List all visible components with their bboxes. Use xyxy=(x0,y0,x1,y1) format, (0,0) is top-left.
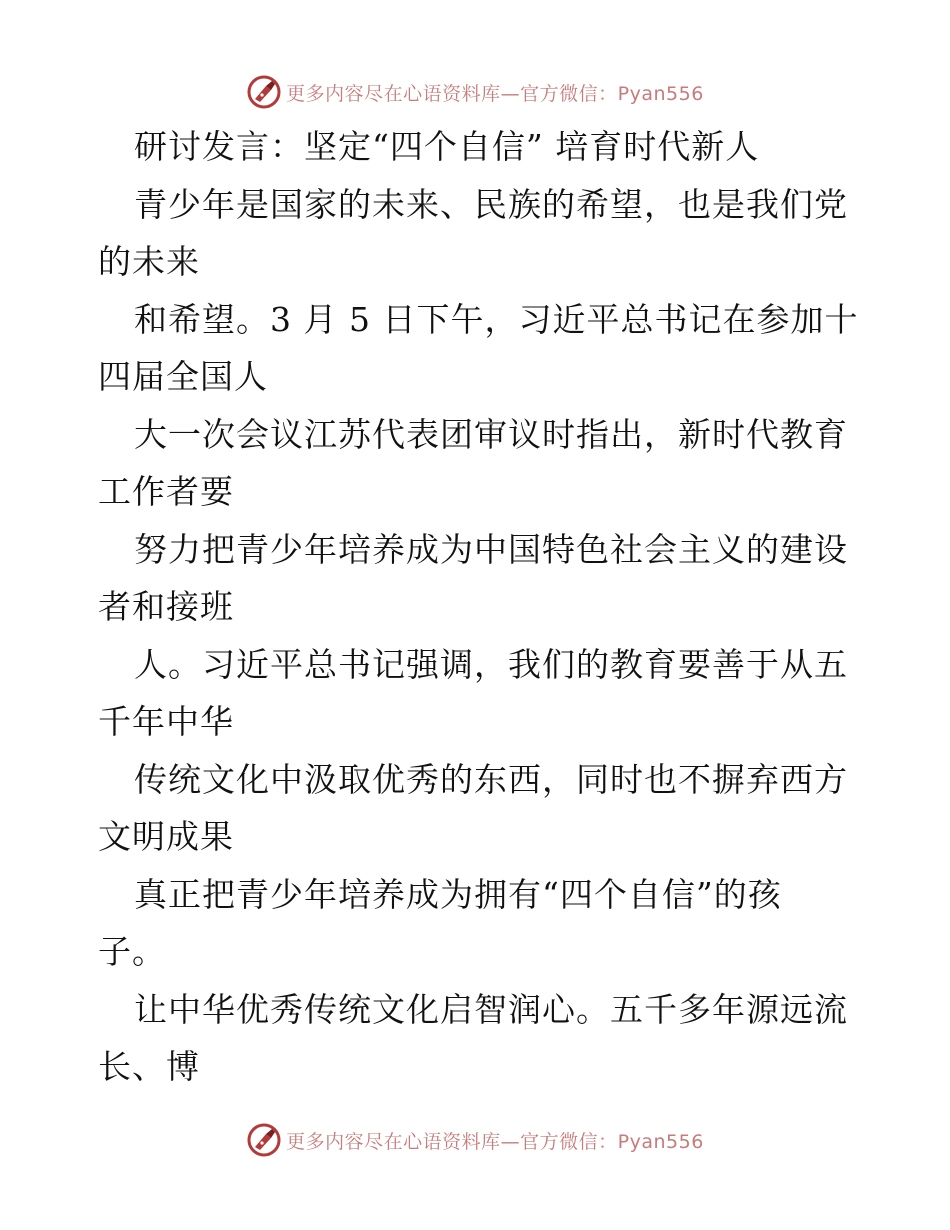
header-banner xyxy=(0,70,950,114)
paragraph-line: 的未来 xyxy=(98,242,200,281)
paragraph-line: 和希望。3 月 5 日下午，习近平总书记在参加十 xyxy=(134,299,859,339)
paragraph-line: 长、博 xyxy=(98,1047,200,1086)
paragraph-line: 真正把青少年培养成为拥有“四个自信”的孩 xyxy=(134,874,782,914)
paragraph-line: 千年中华 xyxy=(98,702,234,741)
paragraph-line: 子。 xyxy=(98,932,166,971)
pen-nib-icon xyxy=(246,74,282,110)
paragraph-line: 青少年是国家的未来、民族的希望，也是我们党 xyxy=(134,184,848,224)
paragraph-line: 让中华优秀传统文化启智润心。五千多年源远流 xyxy=(134,989,848,1029)
banner-text: 更多内容尽在心语资料库—官方微信：Pyan556 xyxy=(286,1130,704,1153)
paragraph-line: 工作者要 xyxy=(98,472,234,511)
document-title: 研讨发言：坚定“四个自信” 培育时代新人 xyxy=(134,127,760,166)
paragraph-line: 传统文化中汲取优秀的东西，同时也不摒弃西方 xyxy=(134,759,848,799)
paragraph-line: 大一次会议江苏代表团审议时指出，新时代教育 xyxy=(134,414,848,454)
footer-banner xyxy=(0,1118,950,1162)
paragraph-line: 文明成果 xyxy=(98,817,234,856)
paragraph-line: 四届全国人 xyxy=(98,357,268,396)
pen-nib-icon xyxy=(246,1122,282,1158)
document-body xyxy=(98,118,858,1096)
paragraph-line: 努力把青少年培养成为中国特色社会主义的建设 xyxy=(134,529,848,569)
paragraph-line: 者和接班 xyxy=(98,587,234,626)
banner-text: 更多内容尽在心语资料库—官方微信：Pyan556 xyxy=(286,82,704,105)
paragraph-line: 人。习近平总书记强调，我们的教育要善于从五 xyxy=(134,644,848,684)
